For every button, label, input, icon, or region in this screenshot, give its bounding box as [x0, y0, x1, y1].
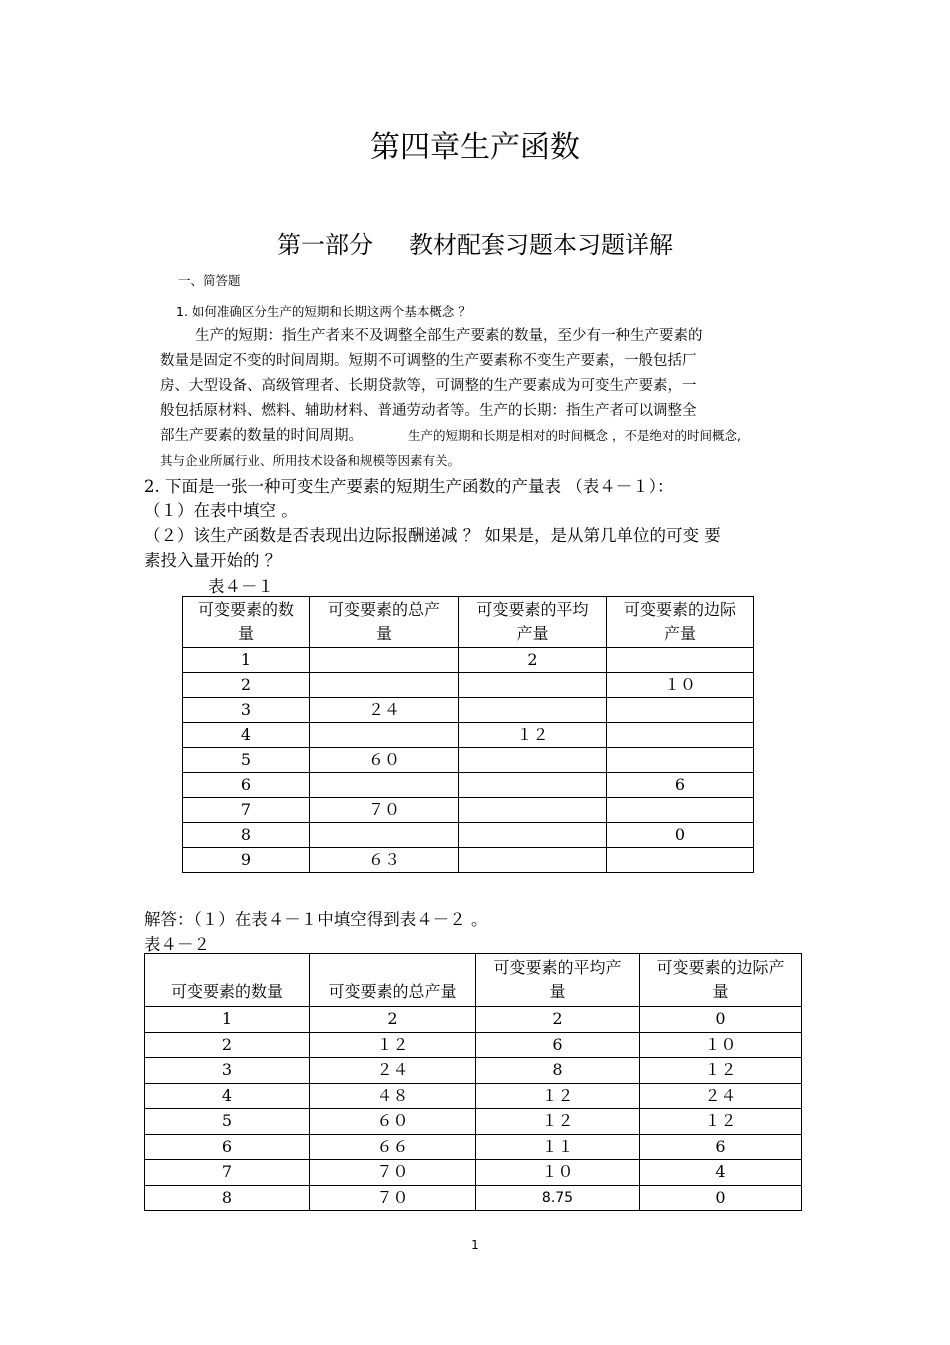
- question-2-line-4: 素投入量开始的 ？: [144, 551, 282, 570]
- table-cell: 6: [183, 773, 310, 798]
- answer-line-5a: 部生产要素的数量的时间周期。: [160, 428, 363, 444]
- answer-line-5b: 生产的短期和长期是相对的时间概念 ，不是绝对的时间概念,: [408, 428, 741, 443]
- header-cell: 可变要素的数 量: [183, 597, 310, 648]
- table-row: [183, 823, 754, 848]
- table-cell: 7: [145, 1160, 310, 1186]
- table-cell: [607, 698, 754, 723]
- header-cell: 可变要素的平均产 量: [476, 954, 640, 1007]
- table-cell: 1: [145, 1007, 310, 1033]
- header-cell: 可变要素的平均 产量: [459, 597, 607, 648]
- table-cell: 2: [183, 673, 310, 698]
- table-cell: [310, 823, 459, 848]
- table-cell: ７０: [310, 1160, 476, 1186]
- table-row: [183, 648, 754, 673]
- table-cell: 7: [183, 798, 310, 823]
- table-cell: １０: [476, 1160, 640, 1186]
- table-cell: 2: [476, 1007, 640, 1033]
- table-row: [145, 1109, 802, 1135]
- table-cell: １０: [640, 1032, 802, 1058]
- table-cell: ４８: [310, 1083, 476, 1109]
- table-row: [145, 1185, 802, 1211]
- table-cell: [459, 823, 607, 848]
- table-cell: ２４: [310, 1058, 476, 1084]
- table-cell: [459, 773, 607, 798]
- table-row: [145, 1058, 802, 1084]
- table-cell: 4: [183, 723, 310, 748]
- table-cell: 9: [183, 848, 310, 873]
- table-row: [183, 848, 754, 873]
- table-cell: 6: [476, 1032, 640, 1058]
- question-2-line-1: 2. 下面是一张一种可变生产要素的短期生产函数的产量表 （表４－１）：: [144, 477, 674, 496]
- answer-line-1: 生产的短期：指生产者来不及调整全部生产要素的数量，至少有一种生产要素的: [195, 328, 703, 344]
- table-cell: [310, 648, 459, 673]
- header-cell: 可变要素的总产 量: [310, 597, 459, 648]
- table-cell: ２４: [310, 698, 459, 723]
- answer-line-6: 其与企业所属行业、所用技术设备和规模等因素有关。: [160, 453, 461, 468]
- table-cell: ６０: [310, 748, 459, 773]
- table-cell: ６６: [310, 1134, 476, 1160]
- table-1: [182, 596, 754, 873]
- table-cell: 6: [145, 1134, 310, 1160]
- table-cell: [459, 673, 607, 698]
- table-cell: 0: [607, 823, 754, 848]
- header-cell: 可变要素的边际产 量: [640, 954, 802, 1007]
- table-cell: 8.75: [476, 1185, 640, 1211]
- table-cell: [310, 673, 459, 698]
- table-row: [145, 1134, 802, 1160]
- page-number: 1: [471, 1238, 479, 1252]
- table-cell: １２: [640, 1058, 802, 1084]
- table-cell: [459, 848, 607, 873]
- table-cell: ６０: [310, 1109, 476, 1135]
- table-row: [183, 773, 754, 798]
- table-cell: [607, 648, 754, 673]
- table-cell: 2: [310, 1007, 476, 1033]
- subtitle-part: 第一部分: [277, 231, 373, 259]
- table-1-caption: 表４－１: [208, 577, 274, 596]
- table-cell: 2: [459, 648, 607, 673]
- table-2: [144, 953, 802, 1211]
- table-cell: 2: [145, 1032, 310, 1058]
- table-cell: １２: [640, 1109, 802, 1135]
- table-cell: 8: [476, 1058, 640, 1084]
- table-cell: 0: [640, 1007, 802, 1033]
- page-title: 第四章生产函数: [370, 130, 580, 165]
- header-cell: 可变要素的边际 产量: [607, 597, 754, 648]
- table-cell: 4: [145, 1083, 310, 1109]
- table-cell: [310, 723, 459, 748]
- table-header-row: [183, 597, 754, 648]
- table-cell: [607, 748, 754, 773]
- table-row: [183, 673, 754, 698]
- table-cell: ６３: [310, 848, 459, 873]
- table-cell: 3: [145, 1058, 310, 1084]
- subtitle-rest: 教材配套习题本习题详解: [409, 231, 673, 259]
- table-cell: １１: [476, 1134, 640, 1160]
- table-header-row: [145, 954, 802, 1007]
- table-cell: １２: [476, 1083, 640, 1109]
- table-cell: [459, 748, 607, 773]
- table-cell: 6: [607, 773, 754, 798]
- table-row: [183, 798, 754, 823]
- table-cell: 0: [640, 1185, 802, 1211]
- table-2-caption: 表４－２: [144, 935, 210, 954]
- table-cell: [459, 798, 607, 823]
- table-cell: 1: [183, 648, 310, 673]
- table-row: [183, 748, 754, 773]
- table-cell: １２: [459, 723, 607, 748]
- table-row: [183, 723, 754, 748]
- answer-line-2: 数量是固定不变的时间周期。短期不可调整的生产要素称不变生产要素，一般包括厂: [160, 353, 697, 369]
- table-row: [145, 1007, 802, 1033]
- answer-line-4: 般包括原材料、燃料、辅助材料、普通劳动者等。生产的长期：指生产者可以调整全: [160, 403, 697, 419]
- table-cell: [607, 798, 754, 823]
- table-cell: [607, 723, 754, 748]
- table-cell: ２４: [640, 1083, 802, 1109]
- table-cell: [459, 698, 607, 723]
- table-row: [145, 1032, 802, 1058]
- table-cell: １２: [476, 1109, 640, 1135]
- table-row: [183, 698, 754, 723]
- question-1: 1. 如何准确区分生产的短期和长期这两个基本概念 ？: [176, 304, 471, 319]
- answer-intro: 解答：（１）在表４－１中填空得到表４－２ 。: [144, 910, 488, 929]
- table-cell: １２: [310, 1032, 476, 1058]
- table-cell: ７０: [310, 1185, 476, 1211]
- table-cell: 8: [183, 823, 310, 848]
- table-cell: 5: [183, 748, 310, 773]
- table-cell: 5: [145, 1109, 310, 1135]
- table-row: [145, 1083, 802, 1109]
- table-row: [145, 1160, 802, 1186]
- table-cell: ７０: [310, 798, 459, 823]
- header-cell: 可变要素的数量: [145, 954, 310, 1007]
- section-subtitle: [0, 225, 950, 260]
- table-cell: 3: [183, 698, 310, 723]
- table-cell: [310, 773, 459, 798]
- table-cell: 6: [640, 1134, 802, 1160]
- table-cell: １０: [607, 673, 754, 698]
- table-cell: 4: [640, 1160, 802, 1186]
- question-2-line-3: （２）该生产函数是否表现出边际报酬递减 ？ 如果是，是从第几单位的可变 要: [144, 526, 721, 545]
- table-cell: 8: [145, 1185, 310, 1211]
- header-cell: 可变要素的总产量: [310, 954, 476, 1007]
- table-cell: [607, 848, 754, 873]
- question-2-line-2: （１）在表中填空 。: [144, 501, 298, 520]
- section-heading: 一、简答题: [178, 273, 241, 288]
- answer-line-3: 房、大型设备、高级管理者、长期贷款等，可调整的生产要素成为可变生产要素，一: [160, 378, 697, 394]
